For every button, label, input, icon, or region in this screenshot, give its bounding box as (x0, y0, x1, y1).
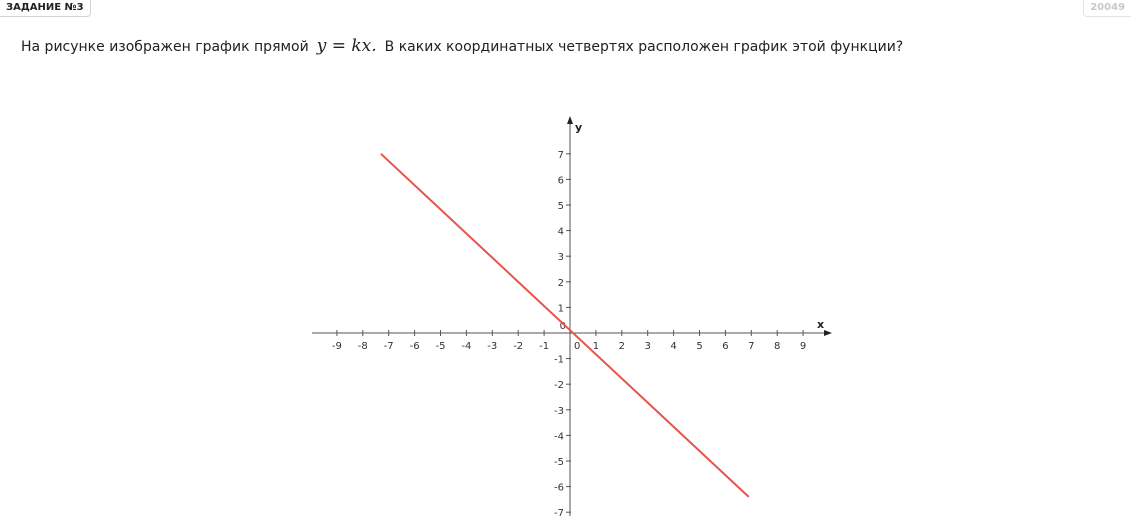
x-tick-label: -9 (331, 341, 342, 352)
y-tick-label: -3 (554, 405, 564, 417)
y-tick-label: -7 (554, 508, 564, 520)
y-tick-label: 6 (557, 175, 564, 187)
origin-label-x: 0 (574, 341, 581, 352)
x-tick-label: -2 (513, 341, 524, 352)
x-tick-label: -8 (357, 341, 368, 352)
y-tick-label: 5 (557, 201, 564, 212)
x-tick-label: -5 (435, 341, 446, 352)
y-tick-label: -5 (554, 457, 564, 468)
y-tick-label: 3 (557, 252, 564, 264)
y-tick-label: -6 (554, 482, 564, 494)
x-tick-label: 8 (774, 341, 781, 352)
y-axis-label: y (575, 121, 583, 134)
x-tick-label: 2 (618, 341, 625, 352)
x-tick-label: 5 (696, 341, 703, 352)
x-tick-label: -4 (461, 341, 472, 352)
y-tick-label: 1 (557, 303, 564, 315)
x-tick-label: 7 (748, 341, 755, 352)
x-tick-label: 6 (722, 341, 729, 352)
function-graph-line (381, 154, 749, 497)
question-text-before: На рисунке изображен график прямой (21, 39, 309, 55)
task-id-badge: 20049 (1083, 0, 1131, 17)
x-tick-label: -7 (383, 341, 394, 352)
y-tick-label: 2 (557, 277, 564, 289)
y-axis-arrow-icon (567, 116, 573, 124)
y-tick-label: 4 (557, 226, 564, 238)
task-number-badge: ЗАДАНИЕ №3 (0, 0, 91, 17)
y-tick-label: 7 (557, 149, 564, 161)
x-tick-label: 3 (644, 341, 651, 352)
origin-label-y: 0 (559, 321, 566, 332)
y-tick-label: -1 (554, 354, 564, 366)
x-tick-label: 9 (799, 341, 807, 352)
x-tick-label: -3 (487, 341, 498, 352)
x-tick-label: -6 (409, 341, 420, 352)
x-tick-label: 1 (592, 341, 600, 352)
y-tick-label: -4 (554, 431, 564, 443)
x-axis-arrow-icon (824, 330, 832, 336)
y-tick-label: -2 (554, 380, 564, 392)
x-tick-label: -1 (539, 341, 550, 352)
x-tick-label: 4 (670, 341, 677, 352)
x-axis-label: x (817, 318, 825, 331)
question-text-after: В каких координатных четвертях расположен график этой функции? (384, 39, 904, 55)
question-formula: y = kx. (316, 36, 377, 56)
